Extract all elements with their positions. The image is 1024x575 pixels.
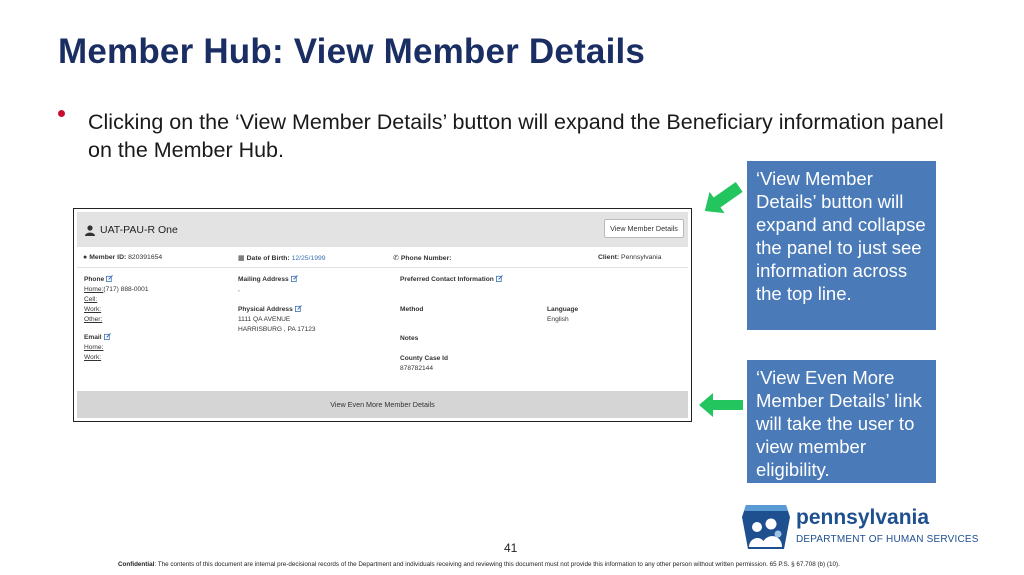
phone-heading: Phone xyxy=(84,276,105,283)
preferred-contact-heading: Preferred Contact Information xyxy=(400,276,494,283)
county-case-label: County Case Id xyxy=(400,355,448,362)
language-value: English xyxy=(547,316,569,323)
confidential-label: Confidential xyxy=(118,561,155,568)
language-block xyxy=(547,305,578,325)
edit-phone-icon[interactable] xyxy=(106,275,113,282)
page-number: 41 xyxy=(504,541,518,555)
edit-physical-address-icon[interactable] xyxy=(295,305,302,312)
bullet-text: Clicking on the ‘View Member Details’ button will expand the Beneficiary information panel on the Member Hub. xyxy=(88,110,944,162)
edit-preferred-contact-icon[interactable] xyxy=(496,275,503,282)
email-work-label: Work: xyxy=(84,354,102,361)
mailing-address-heading: Mailing Address xyxy=(238,276,289,283)
user-icon xyxy=(85,225,95,236)
calendar-icon: ▦ xyxy=(238,255,245,262)
phone-home-value: (717) 888-0001 xyxy=(103,286,149,293)
edit-mailing-address-icon[interactable] xyxy=(291,275,298,282)
phone-work-label: Work: xyxy=(84,306,102,313)
email-heading: Email xyxy=(84,334,102,341)
language-label: Language xyxy=(547,306,579,313)
client-cell xyxy=(598,254,661,261)
notes-block xyxy=(400,334,418,344)
method-block xyxy=(400,305,423,315)
phone-number-label: Phone Number: xyxy=(400,255,452,262)
client-label: Client: xyxy=(598,254,620,261)
callout-view-member-details: ‘View Member Details’ button will expand and collapse the panel to just see information across the top line. xyxy=(747,161,936,330)
id-icon: ● xyxy=(83,254,88,261)
preferred-contact-heading-row xyxy=(400,275,503,285)
logo-department-name: DEPARTMENT OF HUMAN SERVICES xyxy=(796,534,979,545)
view-even-more-member-details-link[interactable]: View Even More Member Details xyxy=(77,391,688,418)
dob-label: Date of Birth: xyxy=(246,255,290,262)
bullet-marker xyxy=(58,110,65,117)
member-id-label: Member ID: xyxy=(89,254,127,261)
phone-cell-label: Cell: xyxy=(84,296,98,303)
confidentiality-note xyxy=(118,561,918,568)
dob-cell xyxy=(238,254,326,262)
phone-number-cell xyxy=(393,254,451,262)
member-hub-panel xyxy=(73,208,692,422)
arrow-to-view-details-icon xyxy=(697,179,747,219)
slide-title: Member Hub: View Member Details xyxy=(58,32,646,71)
physical-address-line2: HARRISBURG , PA 17123 xyxy=(238,326,316,333)
notes-label: Notes xyxy=(400,335,419,342)
member-name: UAT-PAU-R One xyxy=(100,224,178,236)
county-case-value: 878782144 xyxy=(400,365,434,372)
address-column xyxy=(238,275,316,335)
view-member-details-button[interactable]: View Member Details xyxy=(604,219,684,238)
physical-address-line1: 1111 QA AVENUE xyxy=(238,316,291,323)
mailing-address-value: , xyxy=(238,286,240,293)
member-info-row xyxy=(77,247,688,268)
logo-state-name: pennsylvania xyxy=(796,506,930,529)
dob-value: 12/25/1999 xyxy=(291,255,326,262)
phone-icon: ✆ xyxy=(393,255,399,262)
keystone-logo-icon xyxy=(740,503,792,551)
confidential-text: : The contents of this document are internal pre-decisional records of the Department and individuals receiving and reviewing this document must not provide this information to any other person without written permission. 65 P.S. § 67.708 (b) (10). xyxy=(154,561,840,568)
callout-view-even-more: ‘View Even More Member Details’ link will take the user to view member eligibility. xyxy=(747,360,936,483)
method-label: Method xyxy=(400,306,424,313)
panel-header xyxy=(77,212,688,247)
member-id-value: 820391654 xyxy=(128,254,163,261)
county-case-block xyxy=(400,354,448,374)
phone-email-column xyxy=(84,275,149,363)
client-value: Pennsylvania xyxy=(621,254,662,261)
edit-email-icon[interactable] xyxy=(104,333,111,340)
physical-address-heading: Physical Address xyxy=(238,306,293,313)
email-home-label: Home: xyxy=(84,344,104,351)
phone-other-label: Other: xyxy=(84,316,103,323)
member-id-cell xyxy=(83,254,162,261)
phone-home-label: Home: xyxy=(84,286,104,293)
arrow-to-view-even-more-icon xyxy=(697,392,745,418)
